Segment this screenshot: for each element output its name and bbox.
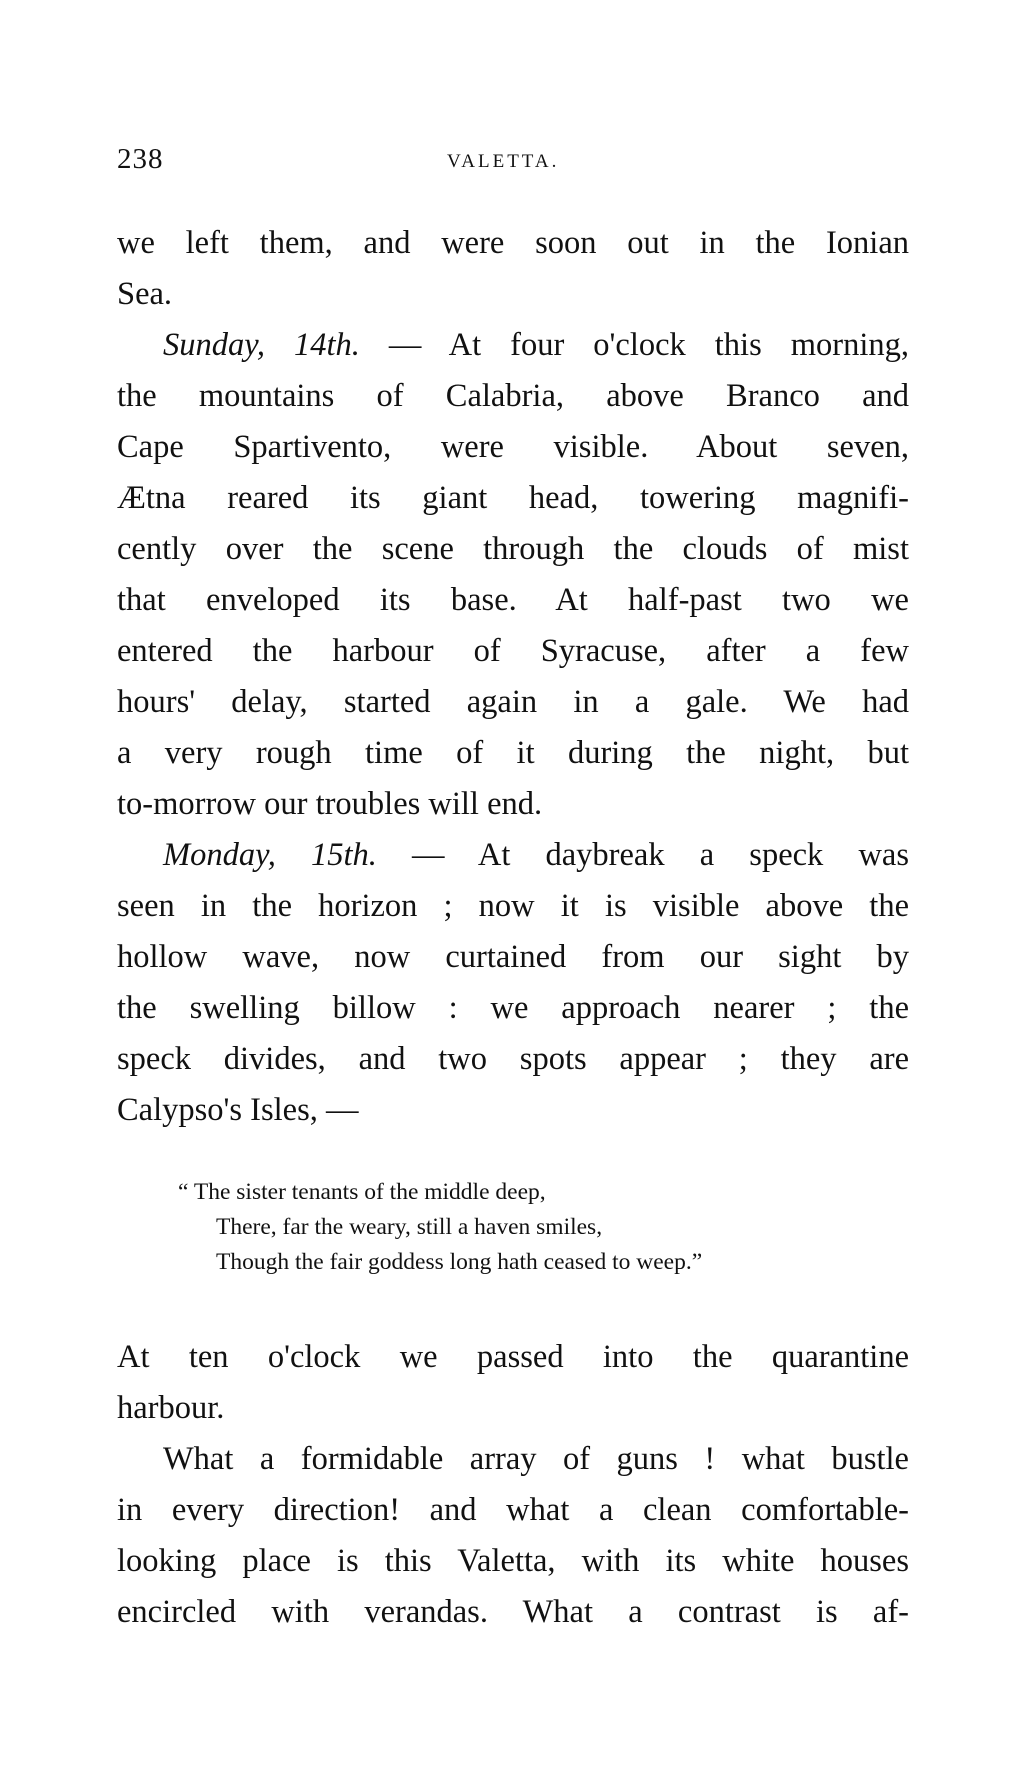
paragraph-first-line <box>117 320 909 371</box>
text-line: entered the harbour of Syracuse, after a few <box>117 633 909 669</box>
text-line: speck divides, and two spots appear ; they are <box>117 1041 909 1077</box>
text-line: Ætna reared its giant head, towering magnifi- <box>117 480 909 516</box>
running-head: VALETTA. <box>447 151 560 172</box>
text-line: Sea. <box>117 276 173 312</box>
text-line: cently over the scene through the clouds of mist <box>117 531 909 567</box>
verse-line: “ The sister tenants of the middle deep, <box>178 1179 546 1205</box>
main-text-continued <box>117 1332 909 1638</box>
page-header <box>117 143 917 183</box>
text-line: hollow wave, now curtained from our sight by <box>117 939 909 975</box>
text-line: hours' delay, started again in a gale. We had <box>117 684 909 720</box>
verse-line: Though the fair goddess long hath ceased to weep.” <box>216 1249 703 1275</box>
verse-line: There, far the weary, still a haven smiles, <box>216 1214 603 1240</box>
text-line: At ten o'clock we passed into the quarantine <box>117 1339 909 1375</box>
entry-date: Monday, 15th. <box>163 837 377 873</box>
text-fragment: — At daybreak a speck was <box>412 837 909 873</box>
page-number: 238 <box>117 143 164 175</box>
verse-quotation <box>178 1175 898 1280</box>
text-line: a very rough time of it during the night, but <box>117 735 909 771</box>
text-fragment: — At four o'clock this morning, <box>359 327 909 363</box>
text-line: to-morrow our troubles will end. <box>117 786 543 822</box>
text-line: seen in the horizon ; now it is visible above the <box>117 888 909 924</box>
text-line: looking place is this Valetta, with its white houses <box>117 1543 909 1579</box>
text-line: we left them, and were soon out in the Ionian <box>117 225 909 261</box>
text-line: in every direction! and what a clean comfortable- <box>117 1492 909 1528</box>
text-line: that enveloped its base. At half-past two we <box>117 582 909 618</box>
text-line: the swelling billow : we approach nearer ; the <box>117 990 909 1026</box>
paragraph-first-line <box>117 830 909 881</box>
text-line: harbour. <box>117 1390 225 1426</box>
main-text <box>117 218 909 1136</box>
text-line: What a formidable array of guns ! what bustle <box>163 1441 909 1477</box>
entry-date: Sunday, 14th. <box>163 327 360 363</box>
text-line: Calypso's Isles, — <box>117 1092 359 1128</box>
text-line: the mountains of Calabria, above Branco and <box>117 378 909 414</box>
text-line: Cape Spartivento, were visible. About seven, <box>117 429 909 465</box>
text-line: encircled with verandas. What a contrast is af- <box>117 1594 909 1630</box>
